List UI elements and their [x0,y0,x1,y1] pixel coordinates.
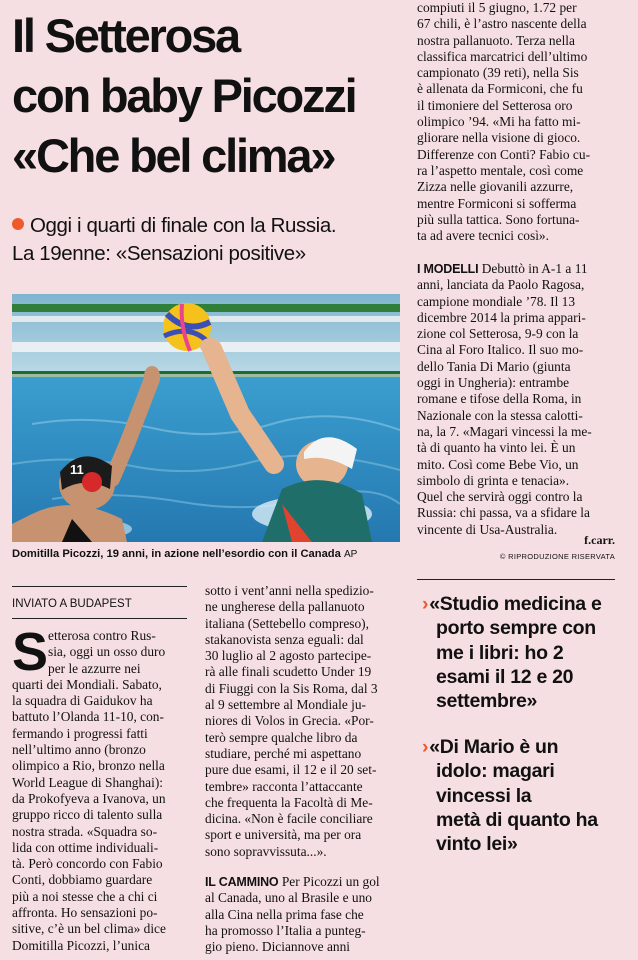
article-column-left [12,622,189,954]
quote-line: esami il 12 e 20 [436,665,574,688]
text-line [205,874,398,890]
subhead-line-2: La 19enne: «Sensazioni positive» [12,242,306,265]
quote-line: porto sempre con [436,617,596,640]
text-line: Differenze con Conti? Fabio cu- [417,146,591,162]
text-line: più a noi stesse che a chi ci [12,888,158,904]
text-line: ta ad avere tecnici così». [417,228,549,244]
text-line: Nazionale con la stessa calotti- [417,407,583,423]
copyright-notice: © RIPRODUZIONE RISERVATA [499,552,615,561]
headline-line: «Che bel clima» [12,129,335,182]
text-line: 67 chili, è l’astro nascente della [417,16,587,32]
text-line: etterosa contro Rus- [48,628,156,643]
quote-arrow-icon: › [422,593,429,615]
text-line: Quel che servirà oggi contro la [417,489,583,505]
text-line: tembre» racconta l’attaccante [205,778,363,794]
text-line: mentre Formiconi si sofferma [417,195,577,211]
text-line: sono sopravvissuta...». [205,843,327,859]
text-line: ne ungherese della pallanuoto [205,599,365,615]
quote-line: vincessi la [436,784,532,807]
subhead-line-1 [12,212,407,240]
text-line: gruppo ricco di talento sulla [12,807,163,823]
article-column-right-top [417,0,615,244]
text-line: 30 luglio al 2 agosto partecipe- [205,648,372,664]
text-line: World League di Shanghai): [12,774,164,790]
text-line: olimpico ’94. «Mi ha fatto mi- [417,114,581,130]
quote-line: idolo: magari [436,760,555,783]
paragraph-gap [205,860,398,874]
text-line: sport e università, ma per ora [205,827,362,843]
text-line: al Canada, uno al Brasile e uno [205,890,372,906]
quote-line [422,592,620,616]
divider [12,586,187,587]
subheadline [12,212,407,268]
text-line: la squadra di Gaidukov ha [12,693,153,709]
section-kicker: I MODELLI [417,262,479,276]
text-line: Cina al Foro Italico. Il suo mo- [417,342,584,358]
text-line: rà alle finali scudetto Under 19 [205,664,372,680]
text-line: gio pieno. Diciannove anni [205,939,351,955]
text-line: il timoniere del Setterosa oro [417,97,573,113]
text-line: classifica marcatrici dell’ultimo [417,48,588,64]
text-line: tà. Però concordo con Fabio [12,856,163,872]
text-line: na, la 7. «Magari vincessi la me- [417,423,592,439]
text-line: al 9 settembre al Mondiale ju- [205,697,367,713]
text-line: ra l’aspetto mentale, così come [417,162,584,178]
quote-line [422,735,620,759]
text-line: di Fiuggi con la Sis Roma, dal 3 [205,680,378,696]
text-line: niores di Volos in Grecia. «Por- [205,713,374,729]
text-line: sitive, c’è un bel clima» dice [12,921,166,937]
article-column-right-mid [417,261,615,538]
quote-line: me i libri: ho 2 [436,641,564,664]
quote-line: settembre» [436,690,538,713]
text-line: mito. Così come Bebe Vio, un [417,456,579,472]
text-line: vincente di Usa-Australia. [417,521,558,537]
text-line: lida con ottime individuali- [12,839,159,855]
text-line: più sulla tattica. Sono fortuna- [417,211,580,227]
text-line: sia, oggi un osso duro [48,644,166,660]
svg-text:11: 11 [70,462,84,477]
text-line: simbolo di grinta e tenacia». [417,472,570,488]
subhead-text: Oggi i quarti di finale con la Russia. [30,214,337,237]
text-line: fermando i progressi fatti [12,725,148,741]
text-line: nell’ultimo anno (bronzo [12,742,146,758]
text-line: nostra pallanuoto. Terza nella [417,32,575,48]
pull-quote-1 [422,592,620,713]
headline [12,6,407,186]
divider [12,618,187,619]
photo-illustration [12,294,400,542]
divider [417,579,615,580]
text-line: Domitilla Picozzi, l’unica [12,937,150,953]
section-kicker: IL CAMMINO [205,875,279,890]
text-line: oggi in Ungheria): entrambe [417,375,570,391]
drop-cap: S [12,622,49,682]
text-line: ha promosso l’Italia a punteg- [205,922,366,938]
text-line: alla Cina nella prima fase che [205,906,364,922]
text-line: sotto i vent’anni nella spedizio- [205,583,374,598]
quote-line: metà di quanto ha [436,808,598,831]
bullet-dot-icon [12,218,24,230]
text-line: per le azzurre nei [48,660,141,676]
text-line: compiuti il 5 giugno, 1.72 per [417,0,577,15]
text-line [417,261,615,277]
text-line: dello Tania Di Mario (giunta [417,358,571,374]
quote-arrow-icon: › [422,736,429,758]
text-line: nostra strada. «Squadra so- [12,823,158,839]
text-line: da Prokofyeva a Ivanova, un [12,790,166,806]
text-line: olimpico a Rio, bronzo nella [12,758,165,774]
dateline: INVIATO A BUDAPEST [12,598,132,610]
author-signature: f.carr. [584,533,615,547]
headline-line: con baby Picozzi [12,69,356,122]
text-line: italiana (Settebello compreso), [205,615,369,631]
text-line: campionato (39 reti), nella Sis [417,65,579,81]
text-line: Conti, dobbiamo guardare [12,872,153,888]
text-line: anni, lanciata da Paolo Ragosa, [417,277,585,293]
text-line: campione mondiale ’78. Il 13 [417,293,576,309]
caption-text: Domitilla Picozzi, 19 anni, in azione nell’esordio con il Canada [12,548,341,560]
photo-credit: AP [343,549,358,560]
text-fragment: Debuttò in A-1 a 11 [481,261,588,276]
text-line: tà di quanto ha vinto lei. È un [417,440,576,456]
text-line: pure due esami, il 12 e il 20 set- [205,762,377,778]
text-line: gliorare nella visione di gioco. [417,130,581,146]
text-line: quarti dei Mondiali. Sabato, [12,676,162,692]
text-line: stakanovista senza eguali: dal [205,631,364,647]
text-fragment: Per Picozzi un gol [281,874,380,890]
text-line: zione col Setterosa, 9-9 con la [417,326,579,342]
text-line: studiare, perché mi aspettano [205,745,362,761]
text-line: è allenata da Formiconi, che fu [417,81,583,97]
headline-line: Il Setterosa [12,9,239,62]
quote-text: «Di Mario è un [429,736,559,758]
water-polo-photo [12,294,400,542]
text-line: terò sempre qualche libro da [205,729,358,745]
text-line: romane e tifose della Roma, in [417,391,582,407]
text-line: Russia: chi passa, va a sfidare la [417,505,590,521]
quote-line: vinto lei» [436,833,518,856]
text-line: Zizza nelle giovanili azzurre, [417,179,574,195]
text-line: affronta. Ho sensazioni po- [12,905,158,921]
text-line: dicina. «Non è facile conciliare [205,811,373,827]
photo-caption [12,548,407,560]
text-line: dicembre 2014 la prima appari- [417,309,586,325]
text-line: che frequenta la Facoltà di Me- [205,794,373,810]
text-line: battuto l’Olanda 11-10, con- [12,709,164,725]
article-column-middle [205,583,398,956]
quote-text: «Studio medicina e [429,593,602,615]
pull-quote-2 [422,735,620,856]
